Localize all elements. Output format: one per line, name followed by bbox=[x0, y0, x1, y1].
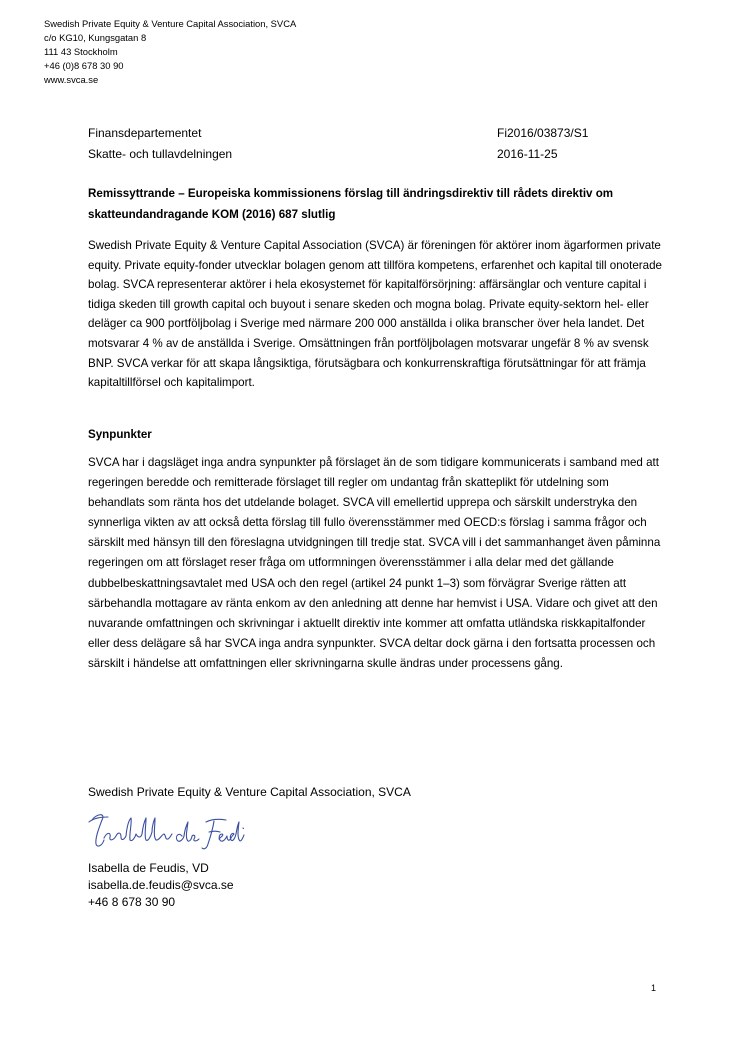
signer-block bbox=[88, 860, 234, 911]
recipient-line1: Finansdepartementet bbox=[88, 126, 202, 140]
recipient-line2: Skatte- och tullavdelningen bbox=[88, 147, 233, 161]
letterhead-website: www.svca.se bbox=[44, 74, 99, 85]
closing-organization: Swedish Private Equity & Venture Capital Association, SVCA bbox=[88, 785, 411, 799]
letterhead-address-line2: 111 43 Stockholm bbox=[44, 46, 118, 57]
signer-phone: +46 8 678 30 90 bbox=[88, 895, 176, 909]
handwritten-signature bbox=[86, 808, 246, 854]
reference-block bbox=[497, 123, 588, 165]
subject-heading: Remissyttrande – Europeiska kommissionens förslag till ändringsdirektiv till rådets direktiv om skatteundandragande KOM (2016) 687 slutlig bbox=[88, 187, 614, 221]
signer-name: Isabella de Feudis, VD bbox=[88, 861, 209, 875]
recipient-block bbox=[88, 123, 232, 165]
letterhead bbox=[44, 17, 296, 87]
letterhead-address-line1: c/o KG10, Kungsgatan 8 bbox=[44, 32, 147, 43]
letterhead-organization: Swedish Private Equity & Venture Capital Association, SVCA bbox=[44, 18, 297, 29]
intro-paragraph: Swedish Private Equity & Venture Capital Association (SVCA) är föreningen för aktörer inom ägarformen private equity. Private equity-fonder utvecklar bolagen genom att tillföra kompetens, erfarenhet och kapital till onoterade bolag. SVCA representerar aktörer i hela ekosystemet för kapitalförsörjning: affärsänglar och venture capital i tidiga skeden till growth capital och buyout i senare skeden och mogna bolag. Private equity-sektorn hel- eller deläger ca 900 portföljbolag i Sverige med närmare 200 000 anställda i olika branscher över hela landet. Det motsvarar 4 % av de anställda i Sverige. Omsättningen från portföljbolagen motsvarar ungefär 8 % av svensk BNP. SVCA verkar för att skapa långsiktiga, förutsägbara och konkurrenskraftiga förutsättningar för att främja kapitaltillförsel och kapitalimport. bbox=[88, 239, 663, 390]
section-paragraph: SVCA har i dagsläget inga andra synpunkter på förslaget än de som tidigare kommunicerats i samband med att regeringen beredde och remitterade förslaget till regler om undantag från skatteplikt för utdelning som behandlats som ränta hos det utdelande bolaget. SVCA vill emellertid upprepa och särskilt understryka den synnerliga vikten av att också detta förslag till fullo överensstämmer med OECD:s förslag i samma frågor och särskilt med hänsyn till den föreslagna utvidgningen till tredje stat. SVCA vill i det sammanhanget även påminna regeringen om att förslaget reser fråga om utformningen överensstämmer i alla delar med det gällande dubbelbeskattningsavtalet med USA och den regel (artikel 24 punkt 1–3) som förvägrar Sverige rätten att särbehandla mottagare av ränta enkom av den anledning att denne har hemvist i USA. Vidare och givet att den nuvarande omfattningen och skrivningar i aktuellt direktiv inte kommer att omfatta utländska riskkapitalfonder eller dess delägare så har SVCA inga andra synpunkter. SVCA deltar dock gärna i den fortsatta processen och särskilt i händelse att omfattningen eller skrivningarna skulle ändras under processens gång. bbox=[88, 456, 661, 670]
signer-email: isabella.de.feudis@svca.se bbox=[88, 878, 234, 892]
section-heading: Synpunkter bbox=[88, 428, 152, 441]
letterhead-phone: +46 (0)8 678 30 90 bbox=[44, 60, 124, 71]
reference-number: Fi2016/03873/S1 bbox=[497, 126, 589, 140]
reference-date: 2016-11-25 bbox=[497, 147, 558, 161]
page-number: 1 bbox=[651, 983, 657, 993]
